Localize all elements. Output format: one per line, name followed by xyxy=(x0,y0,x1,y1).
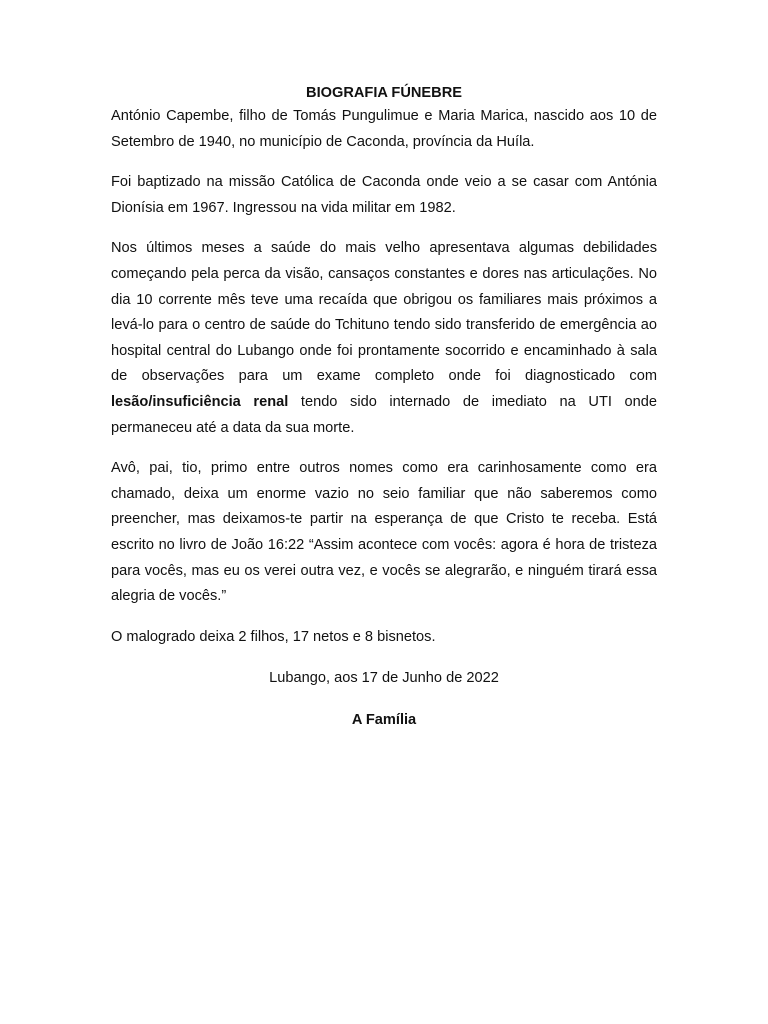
paragraph-illness-text-2: tendo sido internado de imediato na UTI onde permaneceu até a data da sua morte. xyxy=(111,393,657,436)
diagnosis-highlight: lesão/insuficiência renal xyxy=(111,393,289,410)
document-title: BIOGRAFIA FÚNEBRE xyxy=(306,85,462,101)
document-page xyxy=(111,82,657,733)
paragraph-baptism: Foi baptizado na missão Católica de Caconda onde veio a se casar com Antónia Dionísia em 1967. Ingressou na vida militar em 1982. xyxy=(111,174,657,216)
paragraph-illness-text-1: Nos últimos meses a saúde do mais velho apresentava algumas debilidades começando pela perca da visão, cansaços constantes e dores nas articulações. No dia 10 corrente mês teve uma recaída que obrigou os familiares mais próximos a levá-lo para o centro de saúde do Tchituno tendo sido transferido de emergência ao hospital central do Lubango onde foi prontamente socorrido e encaminhado à sala de observações para um exame completo onde foi diagnosticado com xyxy=(111,240,657,385)
paragraph-birth: António Capembe, filho de Tomás Pungulimue e Maria Marica, nascido aos 10 de Setembro de 1940, no município de Caconda, província da Huíla. xyxy=(111,108,657,150)
signature: A Família xyxy=(351,711,417,728)
place-and-date: Lubango, aos 17 de Junho de 2022 xyxy=(269,670,499,687)
paragraph-survivors: O malogrado deixa 2 filhos, 17 netos e 8 bisnetos. xyxy=(111,628,436,645)
paragraph-tribute: Avô, pai, tio, primo entre outros nomes como era carinhosamente como era chamado, deixa um enorme vazio no seio familiar que não saberemos como preencher, mas deixamos-te partir na esperança de que Cristo te receba. Está escrito no livro de João 16:22 “Assim acontece com vocês: agora é hora de tristeza para vocês, mas eu os verei outra vez, e vocês se alegrarão, e ninguém tirará essa alegria de vocês.” xyxy=(111,460,657,605)
paragraph-illness xyxy=(111,236,657,441)
